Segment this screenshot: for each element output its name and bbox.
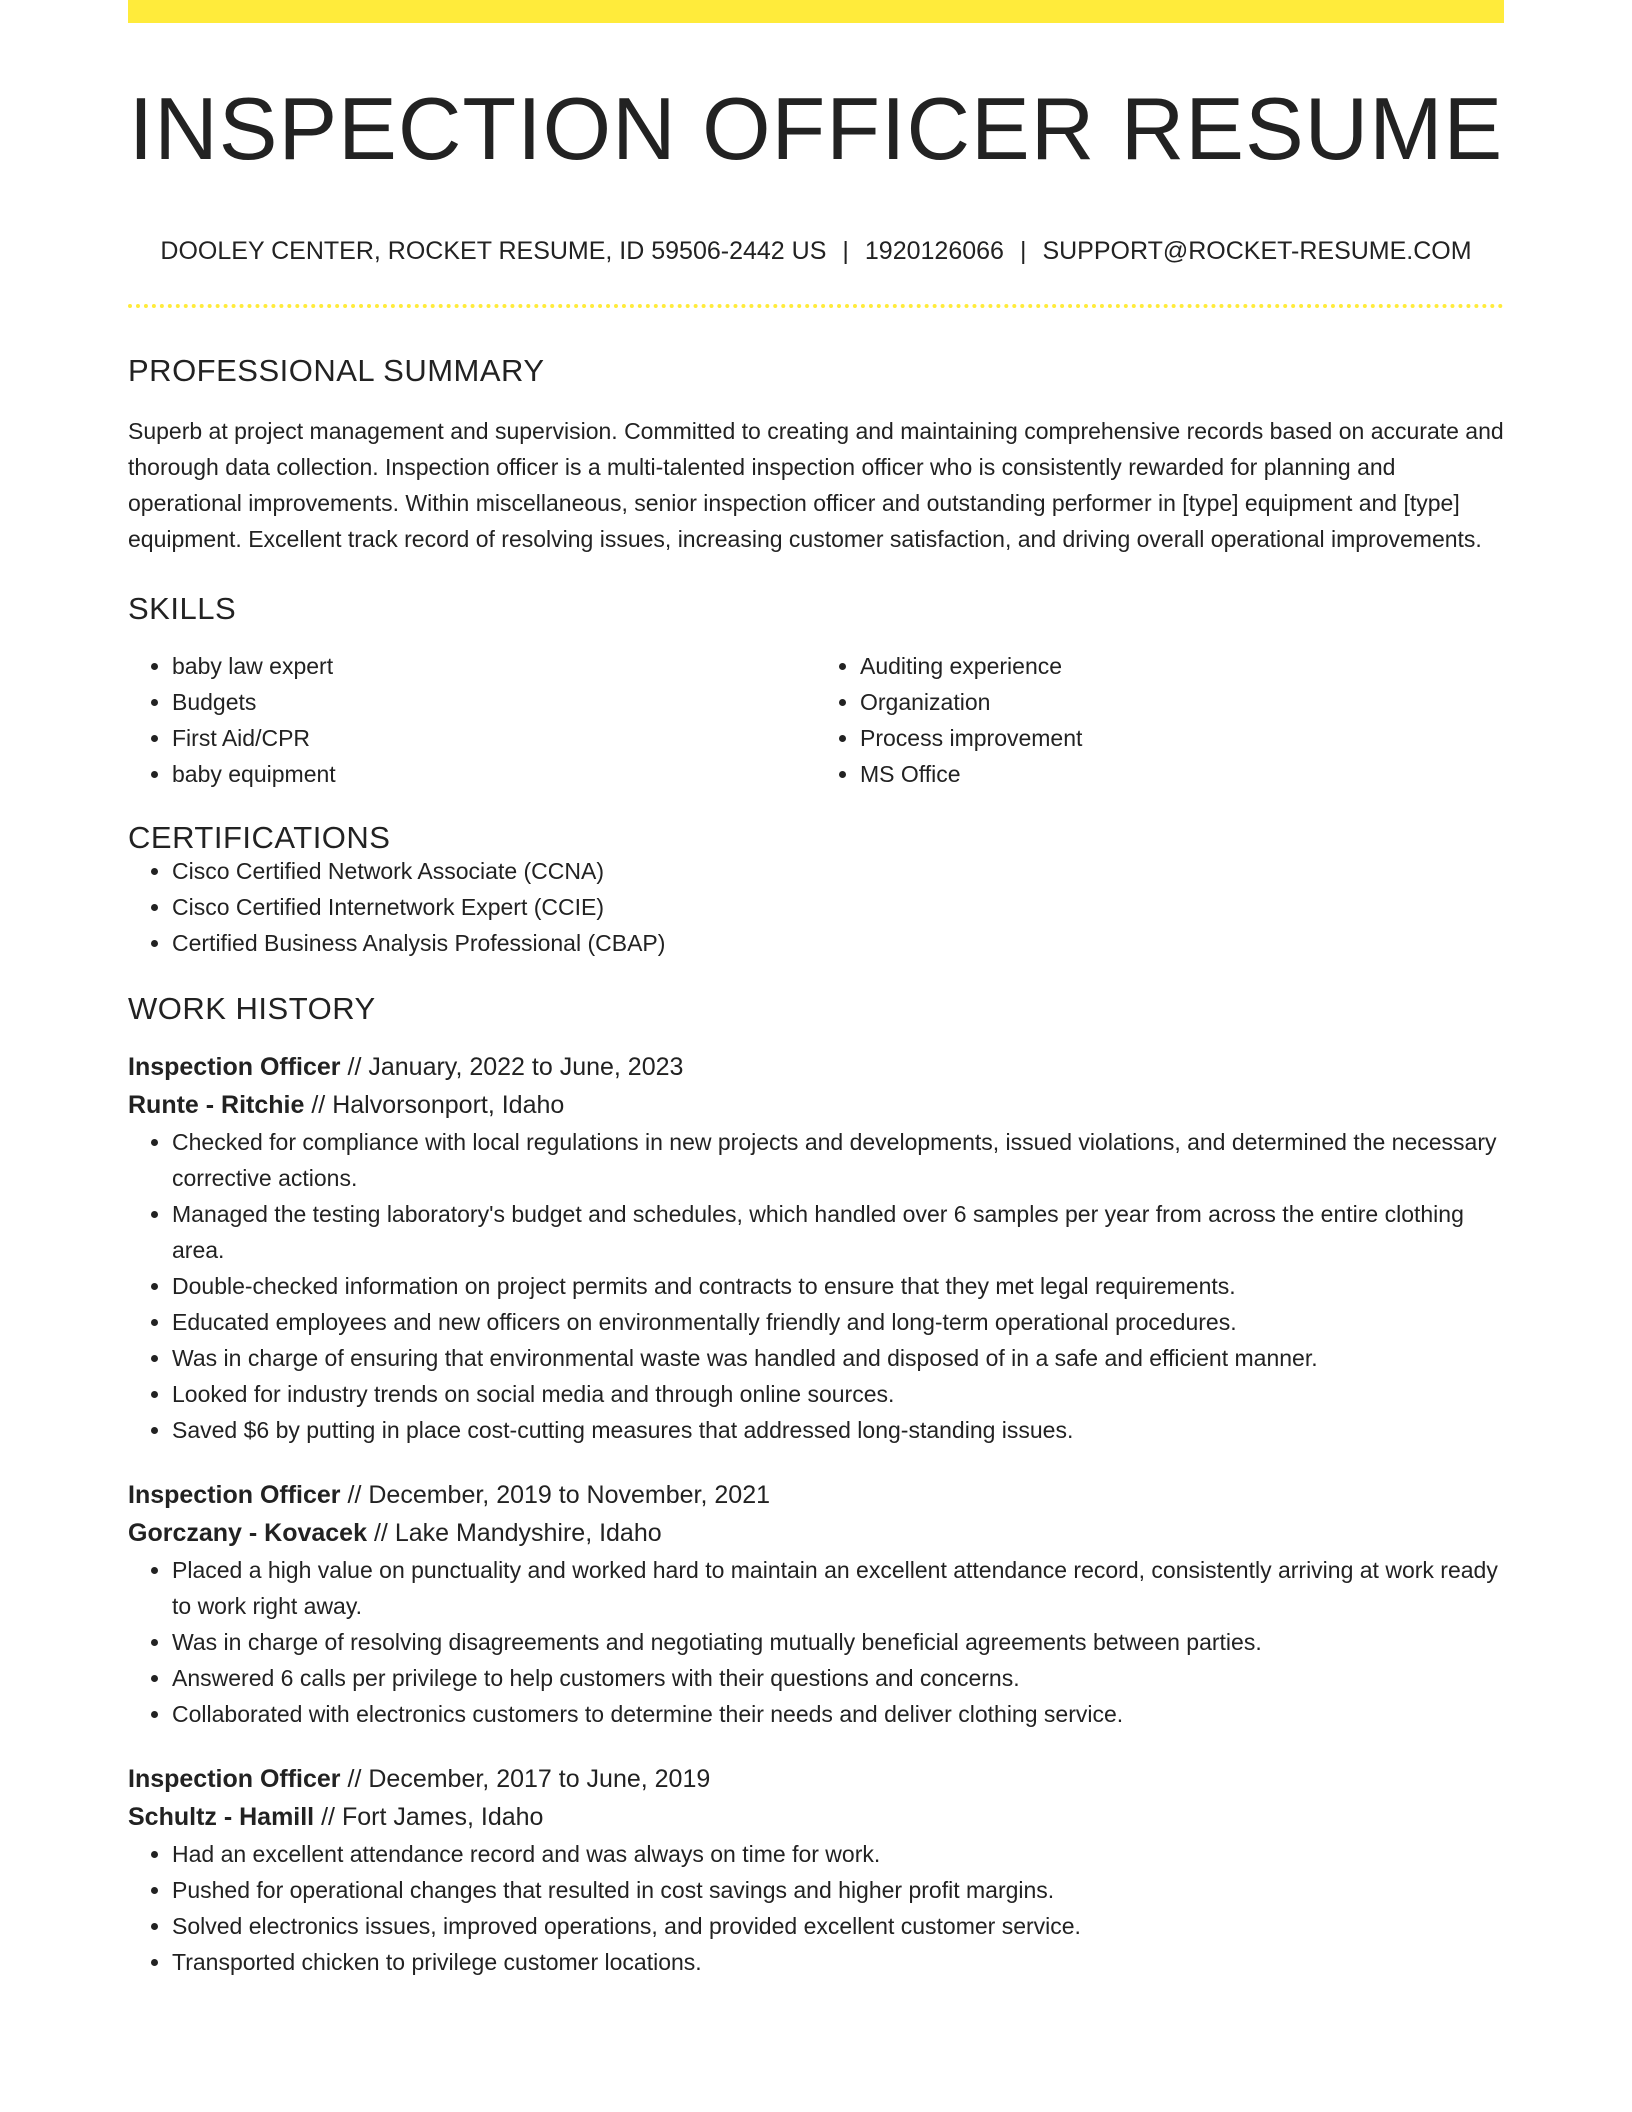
certification-item: • Cisco Certified Network Associate (CCNA) xyxy=(172,853,1504,889)
job-title: Inspection Officer xyxy=(128,1053,341,1081)
job-bullet: • Checked for compliance with local regulations in new projects and developments, issued violations, and determined the necessary corrective actions. xyxy=(172,1124,1504,1196)
skill-item: • Budgets xyxy=(172,684,816,720)
job-bullet: • Placed a high value on punctuality and worked hard to maintain an excellent attendance record, consistently arriving at work ready to work right away. xyxy=(172,1552,1504,1624)
job-bullet-list xyxy=(128,1124,1504,1448)
job-bullet: • Saved $6 by putting in place cost-cutting measures that addressed long-standing issues. xyxy=(172,1412,1504,1448)
job-bullet-list xyxy=(128,1836,1504,1980)
job-divider: // xyxy=(321,1803,335,1831)
job-title-line xyxy=(128,1048,1504,1086)
job-title-line xyxy=(128,1476,1504,1514)
job-bullet-list xyxy=(128,1552,1504,1732)
job-company-line xyxy=(128,1514,1504,1552)
job-company: Schultz - Hamill xyxy=(128,1803,315,1831)
skills-grid xyxy=(128,648,1504,792)
page-title: INSPECTION OFFICER RESUME xyxy=(128,79,1504,178)
job-divider: // xyxy=(347,1765,362,1793)
job-company: Gorczany - Kovacek xyxy=(128,1519,367,1547)
job-bullet: • Looked for industry trends on social media and through online sources. xyxy=(172,1376,1504,1412)
job-location: Lake Mandyshire, Idaho xyxy=(394,1519,662,1547)
job-divider: // xyxy=(311,1091,326,1119)
skill-item: • Auditing experience xyxy=(860,648,1504,684)
job-bullet: • Solved electronics issues, improved operations, and provided excellent customer service. xyxy=(172,1908,1504,1944)
job-bullet: • Transported chicken to privilege customer locations. xyxy=(172,1944,1504,1980)
certifications-heading: CERTIFICATIONS xyxy=(128,820,391,855)
top-accent-bar xyxy=(128,0,1504,23)
summary-text: Superb at project management and supervision. Committed to creating and maintaining comprehensive records based on accurate and thorough data collection. Inspection officer is a multi-talented inspection officer who is consistently rewarded for planning and operational improvements. Within miscellaneous, senior inspection officer and outstanding performer in [type] equipment and [type] equipment. Excellent track record of resolving issues, increasing customer satisfaction, and driving overall operational improvements. xyxy=(128,418,1504,552)
job-bullet: • Was in charge of resolving disagreements and negotiating mutually beneficial agreements between parties. xyxy=(172,1624,1504,1660)
job-dates: December, 2019 to November, 2021 xyxy=(368,1481,770,1509)
job-bullet: • Had an excellent attendance record and was always on time for work. xyxy=(172,1836,1504,1872)
job-divider: // xyxy=(347,1481,362,1509)
skill-item: • Process improvement xyxy=(860,720,1504,756)
resume-page xyxy=(128,0,1504,1980)
job-company: Runte - Ritchie xyxy=(128,1091,305,1119)
summary-heading: PROFESSIONAL SUMMARY xyxy=(128,353,545,388)
skills-heading: SKILLS xyxy=(128,591,237,626)
job-dates: December, 2017 to June, 2019 xyxy=(368,1765,711,1793)
job-company-line xyxy=(128,1086,1504,1124)
job-location: Fort James, Idaho xyxy=(341,1803,544,1831)
job-title-line xyxy=(128,1760,1504,1798)
skill-item: • First Aid/CPR xyxy=(172,720,816,756)
work-history-heading: WORK HISTORY xyxy=(128,991,376,1026)
header-divider xyxy=(128,304,1504,308)
job-bullet: • Pushed for operational changes that resulted in cost savings and higher profit margins. xyxy=(172,1872,1504,1908)
job-divider: // xyxy=(373,1519,388,1547)
skills-column-left xyxy=(128,648,816,792)
job-company-line xyxy=(128,1798,1504,1836)
job-bullet: • Collaborated with electronics customers to determine their needs and deliver clothing service. xyxy=(172,1696,1504,1732)
skill-item: • baby law expert xyxy=(172,648,816,684)
certification-item: • Certified Business Analysis Professional (CBAP) xyxy=(172,925,1504,961)
job-bullet: • Managed the testing laboratory's budget and schedules, which handled over 6 samples per year from across the entire clothing area. xyxy=(172,1196,1504,1268)
skills-column-right xyxy=(816,648,1504,792)
certification-item: • Cisco Certified Internetwork Expert (CCIE) xyxy=(172,889,1504,925)
job-bullet: • Answered 6 calls per privilege to help customers with their questions and concerns. xyxy=(172,1660,1504,1696)
job-entry xyxy=(128,1476,1504,1732)
contact-separator: | xyxy=(842,237,849,265)
job-entry xyxy=(128,1760,1504,1980)
job-entry xyxy=(128,1048,1504,1448)
job-dates: January, 2022 to June, 2023 xyxy=(368,1053,684,1081)
contact-email: SUPPORT@ROCKET-RESUME.COM xyxy=(1042,237,1472,265)
contact-separator: | xyxy=(1019,237,1027,265)
job-bullet: • Double-checked information on project permits and contracts to ensure that they met legal requirements. xyxy=(172,1268,1504,1304)
contact-address: DOOLEY CENTER, ROCKET RESUME, ID 59506-2442 US xyxy=(160,237,827,265)
job-bullet: • Was in charge of ensuring that environmental waste was handled and disposed of in a safe and efficient manner. xyxy=(172,1340,1504,1376)
job-divider: // xyxy=(347,1053,362,1081)
job-title: Inspection Officer xyxy=(128,1765,341,1793)
contact-line xyxy=(128,239,1504,264)
contact-phone: 1920126066 xyxy=(864,237,1004,265)
skill-item: • Organization xyxy=(860,684,1504,720)
skill-item: • baby equipment xyxy=(172,756,816,792)
job-bullet: • Educated employees and new officers on environmentally friendly and long-term operational procedures. xyxy=(172,1304,1504,1340)
certifications-list xyxy=(128,853,1504,961)
job-location: Halvorsonport, Idaho xyxy=(332,1091,565,1119)
skill-item: • MS Office xyxy=(860,756,1504,792)
job-title: Inspection Officer xyxy=(128,1481,341,1509)
